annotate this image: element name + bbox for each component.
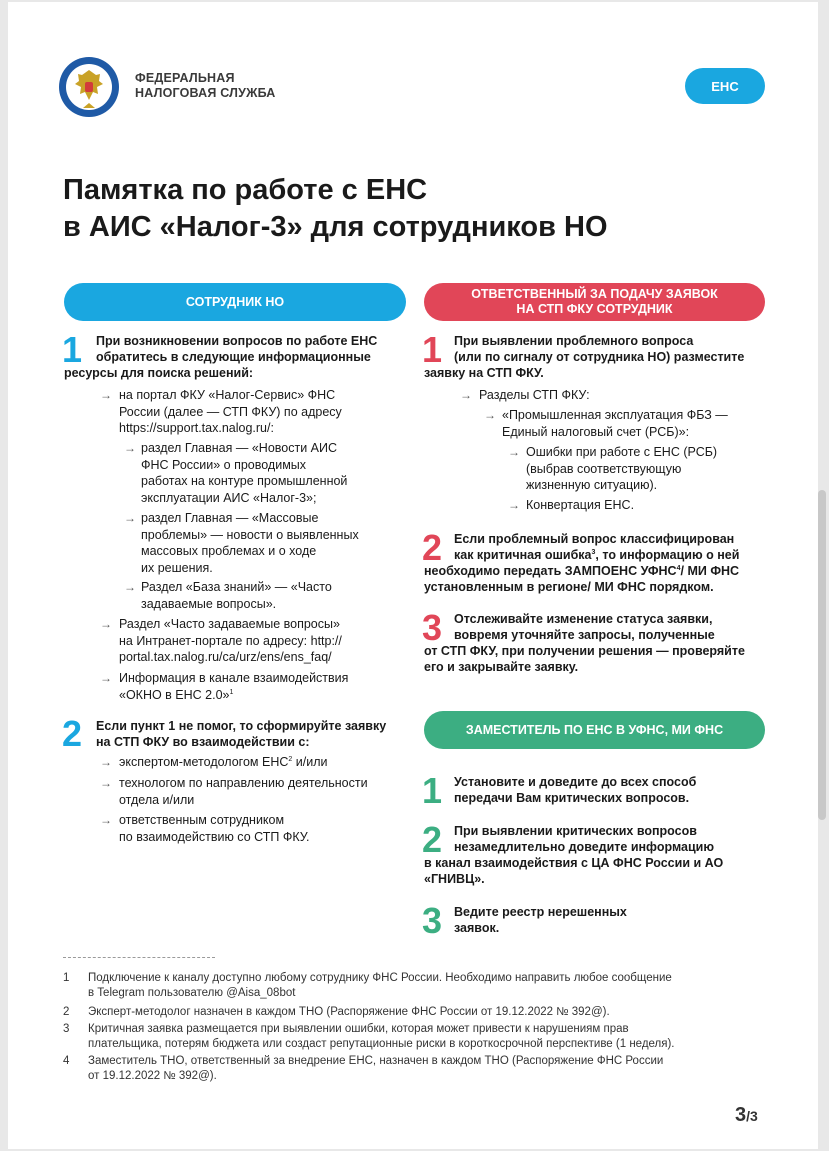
arrow-right-icon: → — [100, 388, 112, 402]
arrow-right-icon: → — [124, 511, 136, 525]
right-step1-line: заявку на СТП ФКУ. — [424, 366, 544, 380]
right-step2-text-part: необходимо передать ЗАМПОЕНС УФНС — [424, 564, 677, 578]
right-step2-text-part: как критичная ошибка — [454, 548, 592, 562]
footnote-text — [88, 1005, 610, 1020]
vertical-scrollbar[interactable] — [818, 490, 826, 820]
left-step2-text — [96, 718, 386, 750]
footnote-line: Заместитель ТНО, ответственный за внедрение ЕНС, назначен в каждом ТНО (Распоряжение ФНС России — [88, 1055, 664, 1067]
org-name-line2: НАЛОГОВАЯ СЛУЖБА — [135, 86, 276, 100]
list-item-line: https://support.tax.nalog.ru/: — [119, 421, 274, 435]
list-item-line: Раздел «База знаний» — «Часто — [141, 580, 332, 594]
deputy-section-header — [424, 711, 765, 749]
arrow-right-icon: → — [124, 580, 136, 594]
deputy-step2-number: 2 — [422, 819, 443, 860]
list-item-line: массовых проблемах и о ходе — [141, 544, 317, 558]
footnote — [63, 1022, 783, 1054]
right-step2-text-part: / МИ ФНС — [680, 564, 740, 578]
footnote — [63, 971, 783, 1003]
arrow-right-icon: → — [100, 776, 112, 790]
list-item-text: экспертом-методологом ЕНС — [119, 755, 289, 769]
list-item-line: на Интранет-портале по адресу: http:// — [119, 633, 342, 648]
list-item — [502, 407, 728, 440]
arrow-right-icon: → — [508, 498, 520, 512]
left-step2-line: Если пункт 1 не помог, то сформируйте заявку — [96, 719, 387, 733]
list-item — [119, 670, 348, 703]
footnote-line: Подключение к каналу доступно любому сотруднику ФНС России. Необходимо направить любое сообщение — [88, 972, 672, 984]
right-step1-line: При выявлении проблемного вопроса — [454, 334, 694, 348]
list-item-line: жизненную ситуацию). — [526, 478, 658, 492]
deputy-step1-number: 1 — [422, 770, 443, 811]
deputy-step1-text — [454, 774, 696, 806]
list-item-line: задаваемые вопросы». — [141, 596, 277, 611]
list-item-line: раздел Главная — «Новости АИС — [141, 441, 338, 455]
list-item-line: технологом по направлению деятельности — [119, 776, 368, 790]
list-item — [526, 444, 717, 494]
right-step3-number: 3 — [422, 607, 443, 648]
list-item — [119, 616, 342, 666]
list-item — [141, 440, 347, 506]
list-item — [141, 579, 332, 612]
list-item-line: (выбрав соответствующую — [526, 461, 682, 476]
list-item-line: ФНС России» о проводимых — [141, 457, 307, 472]
arrow-right-icon: → — [484, 408, 496, 422]
list-item-line: Раздел «Часто задаваемые вопросы» — [119, 617, 340, 631]
deputy-step2-line: в канал взаимодействия с ЦА ФНС России и АО — [424, 856, 724, 870]
footnote-ref: 3 — [591, 548, 596, 556]
left-step1-text — [64, 333, 378, 381]
fns-emblem-logo — [58, 56, 120, 118]
list-item-line: отдела и/или — [119, 792, 195, 807]
list-item-line: работах на контуре промышленной — [141, 474, 348, 488]
responsible-section-header-line: ОТВЕТСТВЕННЫЙ ЗА ПОДАЧУ ЗАЯВОК — [471, 287, 718, 301]
arrow-right-icon: → — [460, 388, 472, 402]
right-step2-line — [424, 563, 739, 579]
deputy-step1-line: Установите и доведите до всех способ — [454, 775, 697, 789]
employee-section-header — [64, 283, 406, 321]
org-name — [135, 71, 276, 101]
page-total: /3 — [746, 1108, 758, 1124]
list-item — [119, 754, 327, 771]
footnote — [63, 1005, 783, 1021]
deputy-step1-line: передачи Вам критических вопросов. — [454, 791, 690, 805]
right-step2-line: Если проблемный вопрос классифицирован — [454, 532, 735, 546]
list-item-line: portal.tax.nalog.ru/ca/urz/ens/ens_faq/ — [119, 650, 332, 664]
list-item-line: проблемы» — новости о выявленных — [141, 527, 359, 542]
deputy-step3-text — [454, 904, 627, 936]
footnote-number: 2 — [63, 1006, 70, 1018]
list-item — [119, 775, 368, 808]
employee-section-header-label: СОТРУДНИК НО — [185, 294, 285, 309]
left-step2-line: на СТП ФКУ во взаимодействии с: — [96, 735, 310, 749]
list-item-text: «ОКНО в ЕНС 2.0» — [119, 687, 230, 702]
footnote-text — [88, 1054, 663, 1084]
deputy-step3-line: Ведите реестр нерешенных — [454, 905, 627, 919]
page-current: 3 — [735, 1104, 747, 1126]
list-item-line: Единый налоговый счет (РСБ)»: — [502, 424, 690, 439]
arrow-right-icon: → — [100, 755, 112, 769]
right-step3-line: вовремя уточняйте запросы, полученные — [454, 628, 715, 642]
left-step1-line: ресурсы для поиска решений: — [64, 366, 254, 380]
left-step1-line: обратитесь в следующие информационные — [96, 350, 371, 364]
right-step2-line: установленным в регионе/ МИ ФНС порядком. — [424, 580, 714, 594]
footnote-ref: 2 — [288, 755, 293, 763]
footnote-line: Эксперт-методолог назначен в каждом ТНО (Распоряжение ФНС России от 19.12.2022 № 392@). — [88, 1006, 610, 1018]
deputy-section-header-label: ЗАМЕСТИТЕЛЬ ПО ЕНС В УФНС, МИ ФНС — [465, 722, 724, 737]
responsible-section-header — [424, 283, 765, 321]
org-name-line1: ФЕДЕРАЛЬНАЯ — [135, 71, 235, 85]
list-item-line: эксплуатации АИС «Налог-3»; — [141, 490, 317, 505]
arrow-right-icon: → — [100, 617, 112, 631]
left-step1-number: 1 — [62, 329, 83, 370]
footnote-number: 1 — [63, 972, 70, 984]
footnote-ref: 1 — [229, 688, 234, 696]
list-item — [479, 387, 590, 404]
list-item-line: Информация в канале взаимодействия — [119, 671, 349, 685]
list-item-line: «Промышленная эксплуатация ФБЗ — — [502, 408, 728, 422]
footnote-text — [88, 1022, 675, 1052]
list-item — [119, 387, 342, 437]
footnote-number: 4 — [63, 1055, 70, 1067]
footnote-line: плательщика, потерям бюджета или создаст репутационные риски в короткосрочной перспективе (1 неделя). — [88, 1038, 675, 1050]
right-step1-number: 1 — [422, 329, 443, 370]
footnote-number: 3 — [63, 1023, 70, 1035]
deputy-step2-line: «ГНИВЦ». — [424, 872, 485, 886]
list-item-line: России (далее — СТП ФКУ) по адресу — [119, 404, 342, 419]
page-title — [63, 172, 608, 246]
right-step1-line: (или по сигналу от сотрудника НО) разместите — [454, 350, 745, 364]
right-step3-line: Отслеживайте изменение статуса заявки, — [454, 612, 713, 626]
list-item-line: Ошибки при работе с ЕНС (РСБ) — [526, 445, 718, 459]
deputy-step2-text — [424, 823, 724, 887]
right-step2-text-part: , то информацию о ней — [595, 548, 740, 562]
deputy-step2-line: При выявлении критических вопросов — [454, 824, 697, 838]
list-item-line: раздел Главная — «Массовые — [141, 511, 319, 525]
footnote-ref: 4 — [676, 564, 681, 572]
left-step1-line: При возникновении вопросов по работе ЕНС — [96, 334, 378, 348]
list-item-line — [119, 754, 327, 771]
footnote-divider — [63, 957, 215, 958]
page-title-line2: в АИС «Налог-3» для сотрудников НО — [63, 211, 608, 243]
list-item-line: их решения. — [141, 560, 213, 575]
footnote — [63, 1054, 783, 1086]
document-page — [8, 2, 818, 1149]
arrow-right-icon: → — [100, 671, 112, 685]
arrow-right-icon: → — [508, 445, 520, 459]
list-item-line — [119, 687, 348, 704]
deputy-step3-number: 3 — [422, 900, 443, 941]
list-item-text: и/или — [292, 755, 328, 769]
right-step1-text — [424, 333, 745, 381]
list-item-line: Конвертация ЕНС. — [526, 498, 635, 512]
right-step3-text — [424, 611, 745, 675]
deputy-step3-line: заявок. — [454, 921, 500, 935]
footnote-line: от 19.12.2022 № 392@). — [88, 1070, 217, 1082]
responsible-section-header-line: НА СТП ФКУ СОТРУДНИК — [516, 302, 673, 316]
footnote-text — [88, 971, 672, 1001]
list-item-line: по взаимодействию со СТП ФКУ. — [119, 829, 310, 844]
list-item-line: Разделы СТП ФКУ: — [479, 388, 590, 402]
right-step2-line — [454, 547, 739, 563]
list-item-line: на портал ФКУ «Налог-Сервис» ФНС — [119, 388, 336, 402]
list-item-line: ответственным сотрудником — [119, 813, 285, 827]
footnote-line: в Telegram пользователю @Aisa_08bot — [88, 987, 296, 999]
page-title-line1: Памятка по работе с ЕНС — [63, 174, 428, 206]
left-step2-number: 2 — [62, 713, 83, 754]
list-item — [141, 510, 359, 576]
right-step2-number: 2 — [422, 527, 443, 568]
arrow-right-icon: → — [100, 813, 112, 827]
page-number — [735, 1104, 758, 1127]
ens-badge: ЕНС — [685, 68, 765, 104]
arrow-right-icon: → — [124, 441, 136, 455]
list-item — [526, 497, 634, 514]
right-step3-line: его и закрывайте заявку. — [424, 660, 579, 674]
right-step3-line: от СТП ФКУ, при получении решения — проверяйте — [424, 644, 745, 658]
footnote-line: Критичная заявка размещается при выявлении ошибки, которая может привести к нарушениям прав — [88, 1023, 629, 1035]
list-item — [119, 812, 310, 845]
deputy-step2-line: незамедлительно доведите информацию — [454, 840, 715, 854]
right-step2-text — [424, 531, 740, 595]
